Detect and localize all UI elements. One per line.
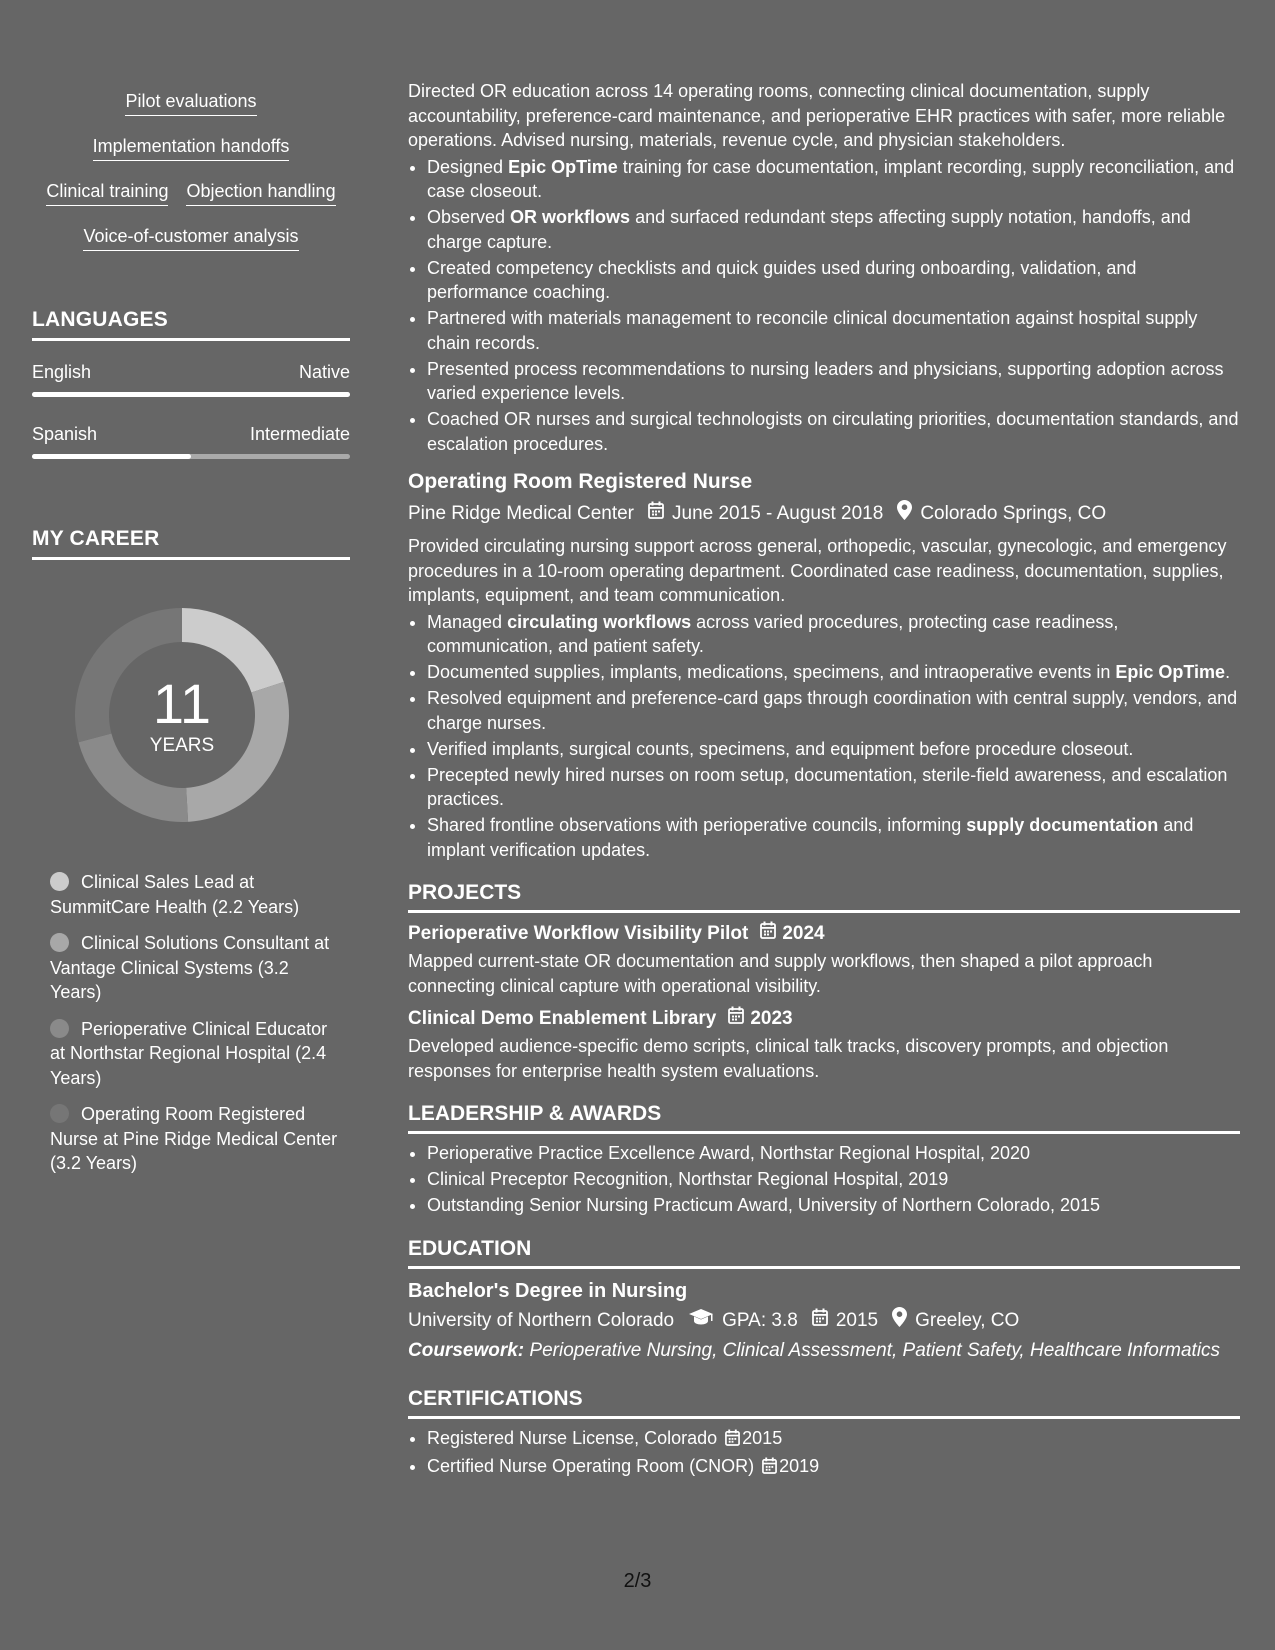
bullet-bold-text: supply documentation: [966, 815, 1159, 835]
certification-year: 2019: [779, 1455, 820, 1476]
project-item: [408, 1006, 1240, 1083]
award-item: • Perioperative Practice Excellence Award, Northstar Regional Hospital, 2020: [427, 1140, 1240, 1166]
job-meta: [408, 500, 1240, 528]
calendar-icon: [728, 1006, 744, 1032]
education-meta: [408, 1307, 1240, 1335]
project-description: Developed audience-specific demo scripts, clinical talk tracks, discovery prompts, and objection responses for enterprise health system evaluations.: [408, 1036, 1169, 1081]
bullet-text: Managed: [427, 611, 508, 632]
calendar-icon: [648, 501, 664, 527]
career-legend-item: [50, 1102, 350, 1176]
bullet-text: Shared frontline observations with perioperative councils, informing: [427, 815, 967, 835]
award-item: • Clinical Preceptor Recognition, Northstar Regional Hospital, 2019: [427, 1166, 1240, 1192]
language-item: [32, 423, 350, 459]
bullet-text: Partnered with materials management to reconcile clinical documentation against hospital supply chain records.: [427, 308, 1198, 353]
page-number: 2/3: [623, 1570, 652, 1592]
project-year: 2023: [750, 1008, 793, 1029]
job-company: Pine Ridge Medical Center: [408, 503, 635, 524]
project-description: Mapped current-state OR documentation and supply workflows, then shaped a pilot approach connecting clinical capture with operational visibility.: [408, 951, 1153, 996]
career-donut-chart: [67, 600, 297, 830]
bullet-item: [427, 407, 1240, 456]
bullet-bold-text: Epic OpTime: [1115, 662, 1226, 682]
job-summary: Provided circulating nursing support across general, orthopedic, vascular, gynecologic, and emergency procedures in a 10-room operating department. Coordinated case readiness, documentation, supplies, implants, equipment, and team communication.: [408, 536, 1227, 605]
language-bar: [32, 392, 350, 397]
graduation-cap-icon: [688, 1308, 714, 1334]
job-location: Colorado Springs, CO: [920, 503, 1107, 524]
bullet-text: .: [1225, 662, 1231, 682]
skill-tag: Pilot evaluations: [125, 90, 256, 116]
bullet-item: [427, 155, 1240, 204]
languages-heading: LANGUAGES: [32, 308, 350, 341]
bullet-text: Created competency checklists and quick guides used during onboarding, validation, and performance coaching.: [427, 257, 1137, 302]
bullet-item: [427, 660, 1240, 685]
map-pin-icon: [897, 500, 912, 528]
career-heading: MY CAREER: [32, 527, 350, 560]
bullet-text: Resolved equipment and preference-card gaps through coordination with central supply, vendors, and charge nurses.: [427, 688, 1238, 733]
bullet-item: [427, 205, 1240, 254]
bullet-item: [427, 357, 1240, 406]
bullet-bold-text: OR workflows: [510, 207, 631, 227]
bullet-item: [427, 813, 1240, 862]
language-name: Spanish: [32, 424, 98, 444]
bullet-item: [427, 306, 1240, 355]
language-item: [32, 361, 350, 397]
language-row: [32, 423, 350, 445]
bullet-item: [427, 610, 1240, 659]
bullet-text: Presented process recommendations to nursing leaders and physicians, supporting adoption across varied experience levels.: [427, 358, 1224, 403]
skill-tag: Objection handling: [186, 180, 335, 206]
career-legend-item: [50, 870, 350, 919]
bullet-item: [427, 763, 1240, 812]
language-level: Intermediate: [249, 424, 350, 444]
bullet-bold-text: Epic OpTime: [508, 156, 618, 177]
coursework: [408, 1339, 1240, 1364]
education-heading: EDUCATION: [408, 1236, 1240, 1269]
career-total-years: 11: [152, 672, 212, 735]
language-row: [32, 361, 350, 383]
skill-tag: Voice-of-customer analysis: [83, 225, 298, 251]
bullet-text: Observed: [427, 207, 511, 227]
career-years-label: YEARS: [149, 735, 215, 756]
job-title: Operating Room Registered Nurse: [408, 470, 753, 493]
bullet-text: across varied procedures, protecting case readiness, communication, and patient safety.: [427, 611, 1119, 656]
certification-item: [427, 1425, 1240, 1453]
sidebar: [32, 80, 350, 1188]
tag-row-1: [125, 80, 256, 125]
certifications-heading: CERTIFICATIONS: [408, 1386, 1240, 1419]
awards-heading: LEADERSHIP & AWARDS: [408, 1101, 1240, 1134]
legend-label: Operating Room Registered Nurse at Pine Ridge Medical Center (3.2 Years): [50, 1104, 338, 1173]
project-title: Clinical Demo Enablement Library: [408, 1008, 717, 1029]
bullet-text: Designed: [427, 156, 509, 177]
map-pin-icon: [892, 1307, 907, 1335]
award-item: • Outstanding Senior Nursing Practicum Award, University of Northern Colorado, 2015: [427, 1192, 1240, 1218]
languages-section: [32, 308, 350, 459]
tag-row-4: [83, 215, 298, 260]
gpa: GPA: 3.8: [722, 1310, 798, 1331]
language-level: Native: [298, 362, 350, 382]
projects-heading: PROJECTS: [408, 880, 1240, 913]
main-column: [408, 79, 1240, 1481]
bullet-text: Documented supplies, implants, medications, specimens, and intraoperative events in: [427, 662, 1116, 682]
certification-year: 2015: [742, 1427, 783, 1448]
certifications-list: [408, 1425, 1240, 1481]
legend-label: Clinical Solutions Consultant at Vantage Clinical Systems (3.2 Years): [50, 933, 330, 1002]
skill-tags: [32, 80, 350, 260]
tag-row-2: [93, 125, 290, 170]
calendar-icon: [725, 1427, 740, 1453]
language-bar: [32, 454, 350, 459]
job-dates: June 2015 - August 2018: [672, 503, 884, 524]
school-name: University of Northern Colorado: [408, 1310, 675, 1331]
legend-dot: [50, 1019, 69, 1038]
calendar-icon: [812, 1308, 828, 1334]
project-title: Perioperative Workflow Visibility Pilot: [408, 923, 749, 944]
bullet-text: and implant verification updates.: [427, 815, 1194, 860]
legend-dot: [50, 1104, 69, 1123]
bullet-text: Precepted newly hired nurses on room setup, documentation, sterile-field awareness, and escalation practices.: [427, 764, 1228, 809]
previous-role-summary: Directed OR education across 14 operating rooms, connecting clinical documentation, supply accountability, preference-card maintenance, and perioperative EHR practices with safer, more reliable operations. Advised nursing, materials, revenue cycle, and physician stakeholders.: [408, 81, 1226, 150]
coursework-label: Coursework:: [408, 1340, 525, 1361]
previous-role-bullets: [408, 155, 1240, 457]
skill-tag: Implementation handoffs: [93, 135, 290, 161]
certification-name: Certified Nurse Operating Room (CNOR): [427, 1455, 755, 1476]
skill-tag: Clinical training: [46, 180, 168, 206]
bullet-item: [427, 686, 1240, 735]
legend-dot: [50, 872, 69, 891]
language-bar-fill: [32, 454, 191, 459]
career-legend-item: [50, 931, 350, 1005]
project-year: 2024: [782, 923, 825, 944]
language-bar-fill: [32, 392, 350, 397]
graduation-year: 2015: [835, 1310, 879, 1331]
tag-row-3: [46, 170, 335, 215]
certification-item: [427, 1453, 1240, 1481]
career-section: [32, 527, 350, 1176]
degree-title: Bachelor's Degree in Nursing: [408, 1280, 688, 1302]
bullet-text: and surfaced redundant steps affecting supply notation, handoffs, and charge capture.: [427, 207, 1191, 252]
project-item: [408, 921, 1240, 998]
project-title-row: [408, 1006, 1240, 1032]
bullet-bold-text: circulating workflows: [507, 611, 692, 632]
awards-list: [408, 1140, 1240, 1218]
bullet-text: Verified implants, surgical counts, specimens, and equipment before procedure closeout.: [427, 738, 1134, 759]
career-legend: [50, 870, 350, 1176]
bullet-item: [427, 737, 1240, 762]
legend-dot: [50, 933, 69, 952]
legend-label: Perioperative Clinical Educator at Northstar Regional Hospital (2.4 Years): [50, 1018, 328, 1088]
legend-label: Clinical Sales Lead at SummitCare Health (2.2 Years): [50, 872, 300, 917]
coursework-list: Perioperative Nursing, Clinical Assessment, Patient Safety, Healthcare Informatics: [524, 1340, 1221, 1361]
bullet-item: [427, 256, 1240, 305]
bullet-text: training for case documentation, implant recording, supply reconciliation, and case closeout.: [427, 156, 1235, 201]
job-bullets: [408, 610, 1240, 863]
calendar-icon: [760, 921, 776, 947]
career-legend-item: [50, 1017, 350, 1091]
language-name: English: [32, 362, 92, 382]
calendar-icon: [762, 1455, 777, 1481]
certification-name: Registered Nurse License, Colorado: [427, 1427, 718, 1448]
school-location: Greeley, CO: [915, 1310, 1020, 1331]
donut-center: [67, 600, 297, 830]
project-title-row: [408, 921, 1240, 947]
bullet-text: Coached OR nurses and surgical technologists on circulating priorities, documentation standards, and escalation procedures.: [427, 409, 1239, 454]
